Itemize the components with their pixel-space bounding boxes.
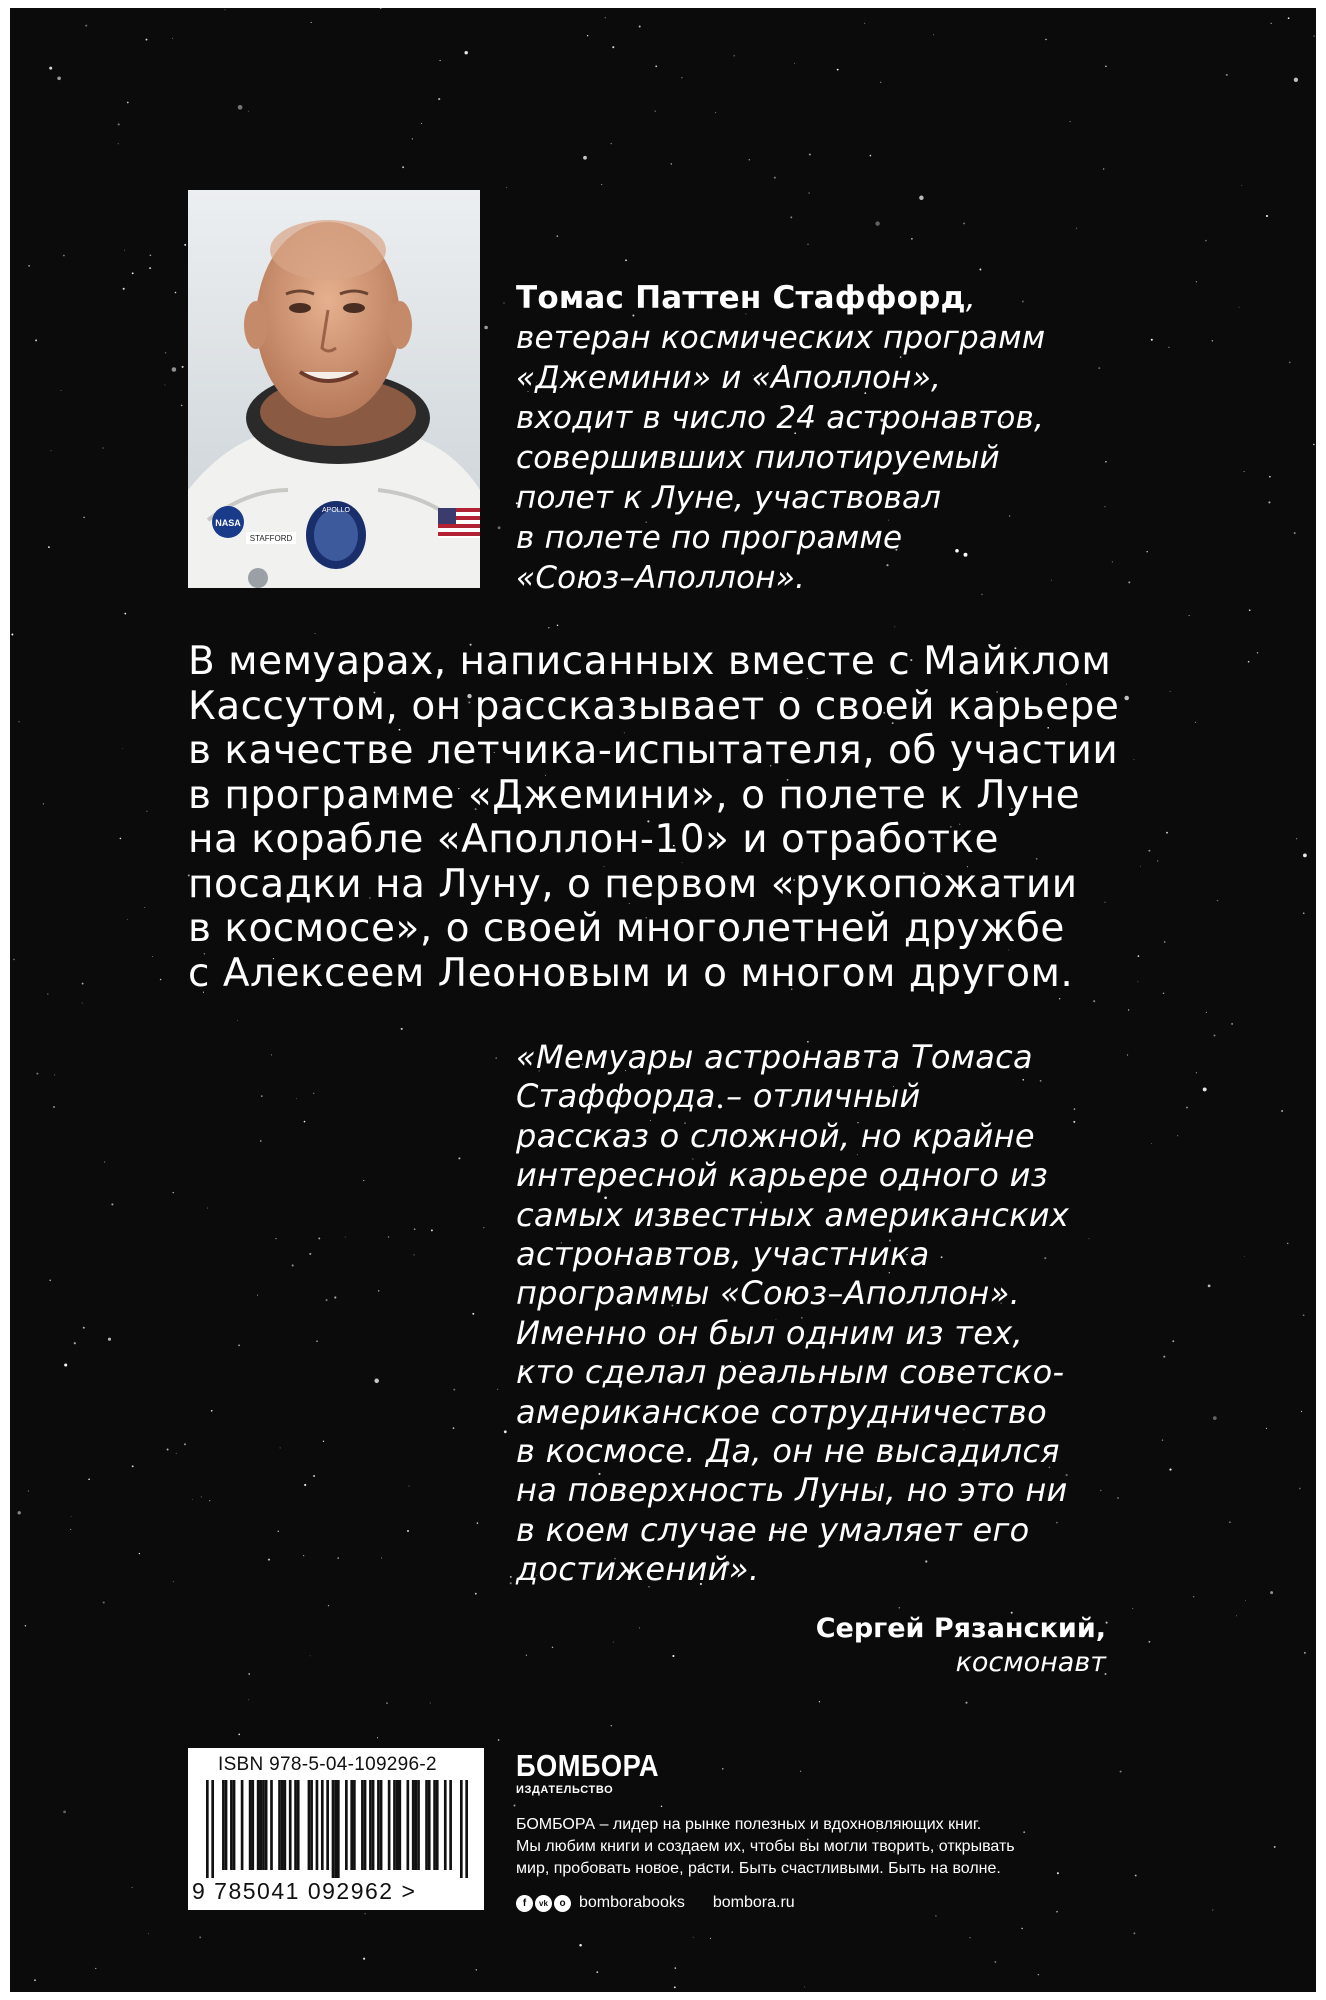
social-handle[interactable]: bomborabooks: [579, 1894, 685, 1911]
author-bio: [516, 278, 1076, 598]
isbn-barcode: [188, 1748, 484, 1910]
bio-line: ветеран космических программ: [516, 320, 1046, 356]
quote-attribution: [816, 1612, 1106, 1680]
bio-line: входит в число 24 астронавтов,: [516, 400, 1045, 436]
description-line: в программе «Джемини», о полете к Луне: [188, 772, 1081, 818]
quote-line: рассказ о сложной, но крайне: [516, 1116, 1035, 1155]
description-line: в космосе», о своей многолетней дружбе: [188, 906, 1065, 951]
isbn-number: ISBN 978-5-04-109296-2: [218, 1754, 437, 1775]
quote-line: американское сотрудничество: [516, 1392, 1048, 1431]
apollo-patch-text: APOLLO: [321, 507, 351, 514]
nametag-text: STAFFORD: [249, 534, 293, 543]
quote-line: самых известных американских: [516, 1195, 1070, 1234]
description-line: посадки на Луну, о первом «рукопожатии: [188, 861, 1078, 907]
quote-line: астронавтов, участника: [516, 1235, 930, 1274]
description-line: Кассутом, он рассказывает о своей карьере: [188, 683, 1120, 729]
barcode-bars: [206, 1780, 468, 1878]
ean-digits: 9 785041 092962 >: [192, 1878, 417, 1904]
publisher-subtitle: ИЗДАТЕЛЬСТВО: [516, 1784, 614, 1796]
publisher-description-line: мир, пробовать новое, расти. Быть счастливыми. Быть на волне.: [516, 1860, 1001, 1877]
bio-line: полет к Луне, участвовал: [516, 480, 942, 516]
bio-line: совершивших пилотируемый: [516, 440, 1000, 476]
quote-line: Именно он был одним из тех,: [516, 1313, 1023, 1352]
author-name: Томас Паттен Стаффорд: [516, 280, 966, 316]
odnoklassniki-icon[interactable]: o: [554, 1895, 571, 1912]
nasa-logo: NASA: [215, 518, 241, 528]
author-photo: [188, 190, 480, 588]
review-quote: [516, 1038, 1136, 1590]
bio-line: в полете по программе: [516, 520, 903, 556]
quote-line: интересной карьере одного из: [516, 1156, 1049, 1195]
quote-line: кто сделал реальным советско-: [516, 1353, 1065, 1392]
book-description: [188, 639, 1120, 996]
description-line: в качестве летчика-испытателя, об участии: [188, 728, 1119, 773]
author-name-comma: ,: [965, 280, 976, 316]
book-back-cover: [10, 8, 1316, 1992]
quote-author-role: космонавт: [955, 1647, 1106, 1678]
description-line: на корабле «Аполлон-10» и отработке: [188, 817, 999, 862]
publisher-website[interactable]: bombora.ru: [712, 1894, 795, 1911]
facebook-icon[interactable]: f: [516, 1895, 533, 1912]
quote-line: Стаффорда – отличный: [516, 1077, 921, 1116]
publisher-links: [516, 1894, 1076, 1912]
vk-icon[interactable]: vk: [535, 1895, 552, 1912]
description-line: с Алексеем Леоновым и о многом другом.: [188, 950, 1074, 996]
publisher-description-line: Мы любим книги и создаем их, чтобы вы могли творить, открывать: [516, 1838, 1015, 1855]
quote-author: Сергей Рязанский,: [815, 1613, 1106, 1644]
quote-line: достижений».: [516, 1550, 760, 1589]
bio-line: «Союз–Аполлон».: [516, 560, 806, 596]
quote-line: программы «Союз–Аполлон».: [516, 1274, 1021, 1313]
publisher-block: [516, 1750, 1076, 1912]
publisher-logo: БОМБОРА: [516, 1748, 659, 1783]
quote-line: в космосе. Да, он не высадился: [516, 1432, 1060, 1471]
quote-line: «Мемуары астронавта Томаса: [516, 1038, 1033, 1076]
quote-line: на поверхность Луны, но это ни: [516, 1471, 1068, 1510]
quote-line: в коем случае не умаляет его: [516, 1510, 1030, 1549]
publisher-description: [516, 1814, 1076, 1880]
publisher-description-line: БОМБОРА – лидер на рынке полезных и вдохновляющих книг.: [516, 1816, 982, 1833]
description-line: В мемуарах, написанных вместе с Майклом: [188, 639, 1112, 684]
bio-line: «Джемини» и «Аполлон»,: [516, 360, 942, 396]
